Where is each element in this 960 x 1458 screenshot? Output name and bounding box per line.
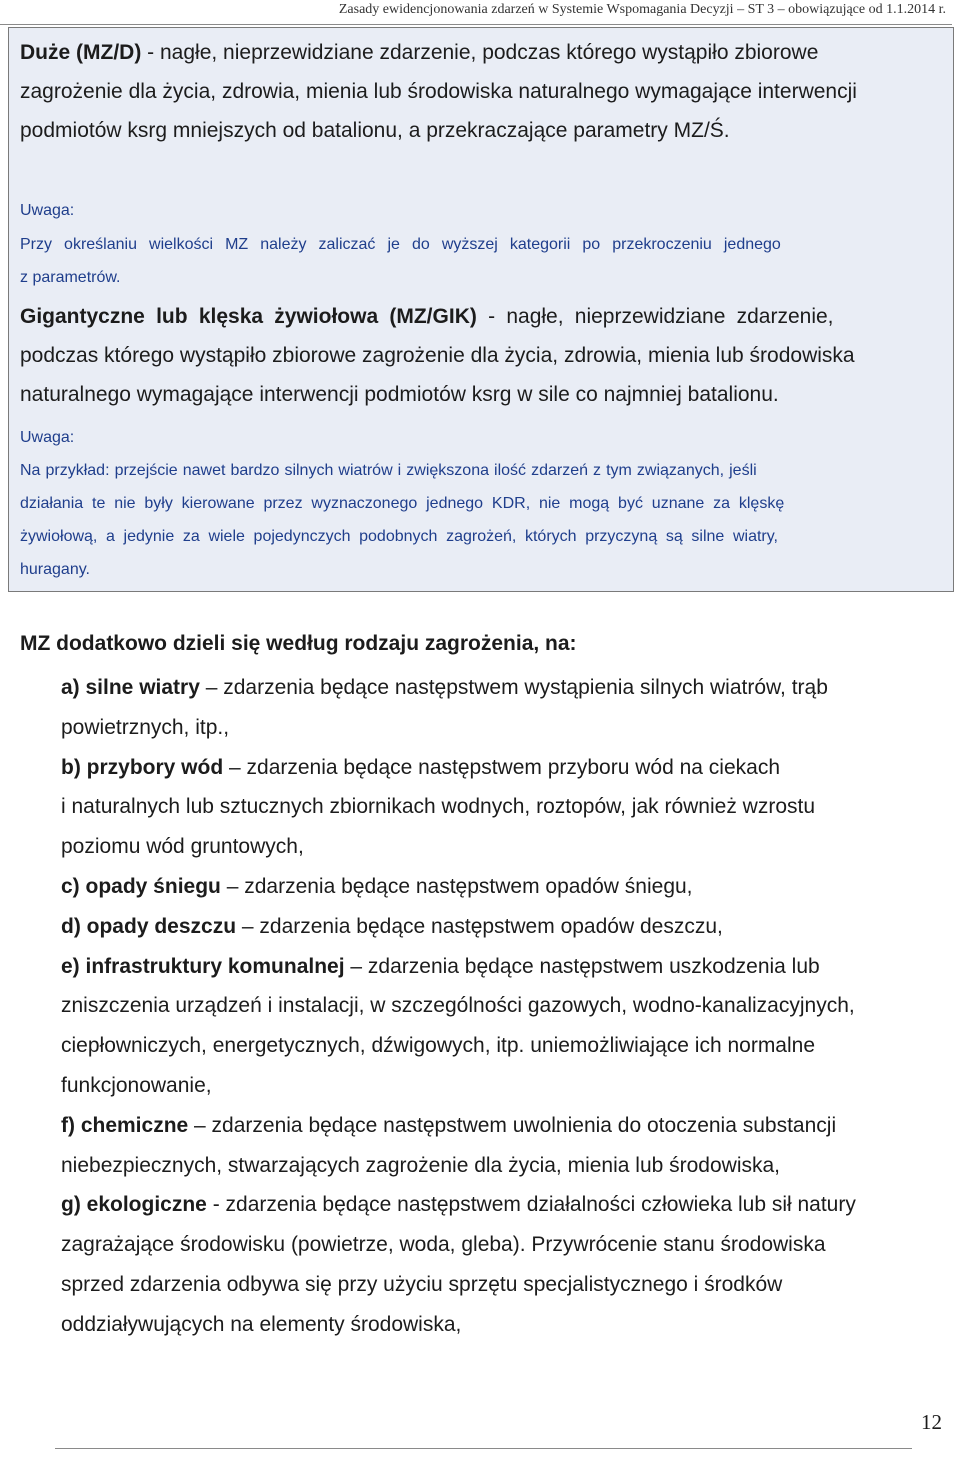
list-item-e-line-2: zniszczenia urządzeń i instalacji, w szczególności gazowych, wodno-kanalizacyjnych,	[61, 994, 855, 1018]
list-item-g	[61, 1185, 941, 1344]
list-item-b-line-3: poziomu wód gruntowych,	[61, 835, 304, 859]
list-item-b-line-1: – zdarzenia będące następstwem przyboru wód na ciekach	[229, 755, 780, 779]
list-item-g-line-2: zagrażające środowisku (powietrze, woda, gleba). Przywrócenie stanu środowiska	[61, 1233, 826, 1257]
list-item-c-label: c) opady śniegu	[61, 874, 221, 898]
list-item-b	[61, 748, 941, 867]
note-2-text	[20, 454, 944, 586]
list-item-f-line-2: niebezpiecznych, stwarzających zagrożenie dla życia, mienia lub środowiska,	[61, 1153, 781, 1177]
list-item-a-line-2: powietrznych, itp.,	[61, 715, 230, 739]
list-item-f-label: f) chemiczne	[61, 1113, 189, 1137]
footer-rule	[55, 1448, 912, 1449]
gik-term: Gigantyczne lub klęska żywiołowa (MZ/GIK)	[20, 305, 477, 328]
gik-line-3: naturalnego wymagające interwencji podmiotów ksrg w sile co najmniej batalionu.	[20, 383, 779, 406]
list-item-e-line-1: – zdarzenia będące następstwem uszkodzenia lub	[350, 954, 820, 978]
list-item-g-line-3: sprzed zdarzenia odbywa się przy użyciu sprzętu specjalistycznego i środków	[61, 1272, 783, 1296]
list-item-b-line-2: i naturalnych lub sztucznych zbiornikach wodnych, roztopów, jak również wzrostu	[61, 795, 816, 819]
note-1-title: Uwaga:	[20, 202, 75, 219]
duze-line-1-text: - nagłe, nieprzewidziane zdarzenie, podczas którego wystąpiło zbiorowe	[147, 41, 819, 64]
page-number: 12	[921, 1410, 942, 1434]
list-item-c-line-1: – zdarzenia będące następstwem opadów śniegu,	[226, 874, 693, 898]
note-1-text	[20, 228, 944, 294]
list-item-e-line-4: funkcjonowanie,	[61, 1073, 212, 1097]
list-item-e	[61, 947, 941, 1106]
list-item-g-label: g) ekologiczne	[61, 1193, 207, 1217]
note-1-line-1: Przy określaniu wielkości MZ należy zaliczać je do wyższej kategorii po przekroczeniu jednego	[20, 236, 781, 253]
note-2-line-2: działania te nie były kierowane przez wyznaczonego jednego KDR, nie mogą być uznane za klęskę	[20, 495, 785, 512]
note-2-line-1: Na przykład: przejście nawet bardzo silnych wiatrów i zwiększona ilość zdarzeń z tym związanych, jeśli	[20, 462, 757, 479]
hazard-type-list	[61, 668, 941, 1345]
note-2-line-3: żywiołową, a jedynie za wiele pojedynczych podobnych zagrożeń, których przyczyną są silne wiatry,	[20, 528, 779, 545]
list-item-a	[61, 668, 941, 748]
gik-line-1	[20, 297, 944, 336]
duze-term: Duże (MZ/D)	[20, 41, 142, 64]
list-item-g-line-1: - zdarzenia będące następstwem działalności człowieka lub sił natury	[212, 1193, 856, 1217]
note-2-line-4: huragany.	[20, 561, 90, 578]
list-item-d-label: d) opady deszczu	[61, 914, 237, 938]
list-item-e-label: e) infrastruktury komunalnej	[61, 954, 345, 978]
running-header-text: Zasady ewidencjonowania zdarzeń w Systemie Wspomagania Decyzji – ST 3 – obowiązujące od 1.1.2014 r.	[338, 2, 946, 17]
list-item-c	[61, 867, 941, 907]
gik-line-2: podczas którego wystąpiło zbiorowe zagrożenie dla życia, zdrowia, mienia lub środowiska	[20, 344, 855, 367]
list-item-g-line-4: oddziaływujących na elementy środowiska,	[61, 1312, 462, 1336]
duze-definition	[20, 33, 944, 150]
list-item-b-label: b) przybory wód	[61, 755, 224, 779]
gigantyczne-definition	[20, 297, 944, 414]
duze-line-1	[20, 33, 944, 72]
duze-line-3: podmiotów ksrg mniejszych od batalionu, a przekraczające parametry MZ/Ś.	[20, 119, 730, 142]
section-heading: MZ dodatkowo dzieli się według rodzaju zagrożenia, na:	[20, 632, 577, 655]
list-item-a-label: a) silne wiatry	[61, 676, 200, 699]
list-item-e-line-3: ciepłowniczych, energetycznych, dźwigowych, itp. uniemożliwiające ich normalne	[61, 1034, 816, 1058]
list-item-f-line-1: – zdarzenia będące następstwem uwolnienia do otoczenia substancji	[194, 1113, 837, 1137]
list-item-d-line-1: – zdarzenia będące następstwem opadów deszczu,	[241, 914, 723, 938]
duze-line-2: zagrożenie dla życia, zdrowia, mienia lub środowiska naturalnego wymagające interwencji	[20, 80, 857, 103]
list-item-d	[61, 907, 941, 947]
running-header	[0, 0, 952, 25]
note-2-title: Uwaga:	[20, 429, 75, 446]
note-1-line-2: z parametrów.	[20, 269, 121, 286]
gik-line-1-text: - nagłe, nieprzewidziane zdarzenie,	[488, 305, 834, 328]
list-item-a-line-1: – zdarzenia będące następstwem wystąpienia silnych wiatrów, trąb	[205, 676, 828, 699]
list-item-f	[61, 1106, 941, 1186]
